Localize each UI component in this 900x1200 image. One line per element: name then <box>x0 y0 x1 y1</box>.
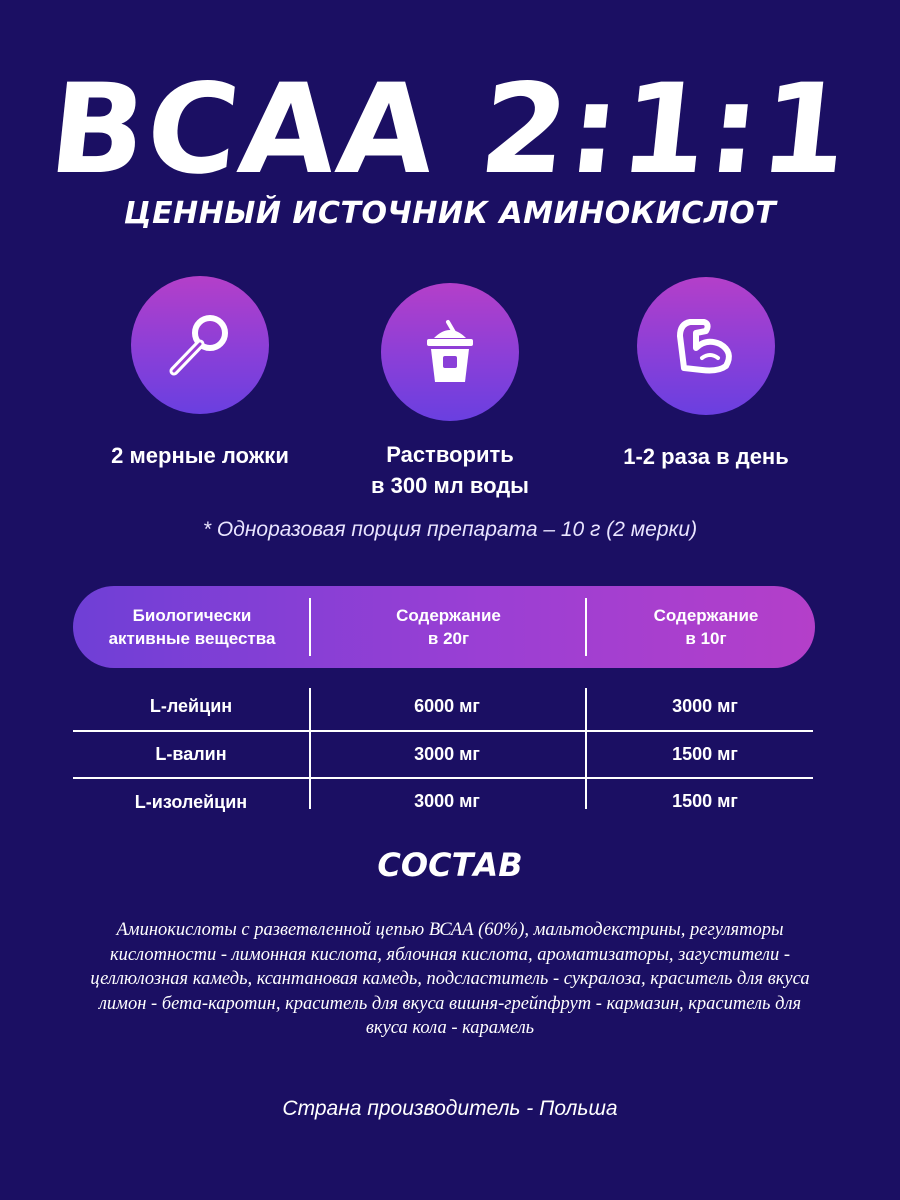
row-divider <box>73 730 813 732</box>
product-subtitle: ЦЕННЫЙ ИСТОЧНИК АМИНОКИСЛОТ <box>123 196 777 231</box>
header-line: активные вещества <box>108 629 276 648</box>
table-cell-amount: 3000 мг <box>672 696 738 716</box>
shaker-icon <box>410 312 490 392</box>
feature-label: 1-2 раза в день <box>623 444 789 469</box>
table-header-cell <box>73 586 311 668</box>
composition-text: Аминокислоты с разветвленной цепью ВСАА (60%), мальтодекстрины, регуляторы кислотности - лимонная кислота, яблочная кислота, ароматизаторы, загустители - целлюлозная камедь, ксантановая камедь, подсластитель - сукралоза, краситель для вкуса лимон - бета-каротин, краситель для вкуса вишня-грейпфрут - кармазин, краситель для вкуса кола - карамель <box>90 920 810 1038</box>
feature-dissolve <box>320 283 580 501</box>
composition-title: СОСТАВ <box>377 846 523 884</box>
feature-icon-circle <box>637 277 775 415</box>
table-cell-substance: L-лейцин <box>149 696 233 716</box>
feature-icon-circle <box>381 283 519 421</box>
table-header-cell <box>587 586 825 668</box>
header-line: в 10г <box>685 629 727 648</box>
feature-label-line: Растворить <box>386 442 514 467</box>
feature-label <box>320 439 580 501</box>
feature-frequency <box>576 277 836 472</box>
feature-icon-circle <box>131 276 269 414</box>
table-header-cell <box>311 586 586 668</box>
feature-label: 2 мерные ложки <box>111 443 289 468</box>
header-line: Биологически <box>132 606 252 625</box>
table-cell-amount: 3000 мг <box>414 744 480 764</box>
feature-label-line: в 300 мл воды <box>371 473 529 498</box>
table-cell-amount: 1500 мг <box>672 791 738 811</box>
country-of-origin: Страна производитель - Польша <box>282 1097 618 1120</box>
table-cell-substance: L-изолейцин <box>134 792 248 812</box>
spoon-icon <box>160 305 240 385</box>
bicep-icon <box>666 306 746 386</box>
row-divider <box>73 777 813 779</box>
feature-dosage <box>70 276 330 471</box>
table-cell-amount: 6000 мг <box>414 696 480 716</box>
header-line: Содержание <box>653 606 759 625</box>
table-cell-substance: L-валин <box>155 744 227 764</box>
header-line: Содержание <box>396 606 501 625</box>
table-cell-amount: 3000 мг <box>414 791 480 811</box>
table-header <box>73 586 815 668</box>
product-title: BCAA 2:1:1 <box>43 58 857 202</box>
serving-note: * Одноразовая порция препарата – 10 г (2 мерки) <box>202 518 698 541</box>
header-line: в 20г <box>427 629 470 648</box>
table-cell-amount: 1500 мг <box>672 744 738 764</box>
